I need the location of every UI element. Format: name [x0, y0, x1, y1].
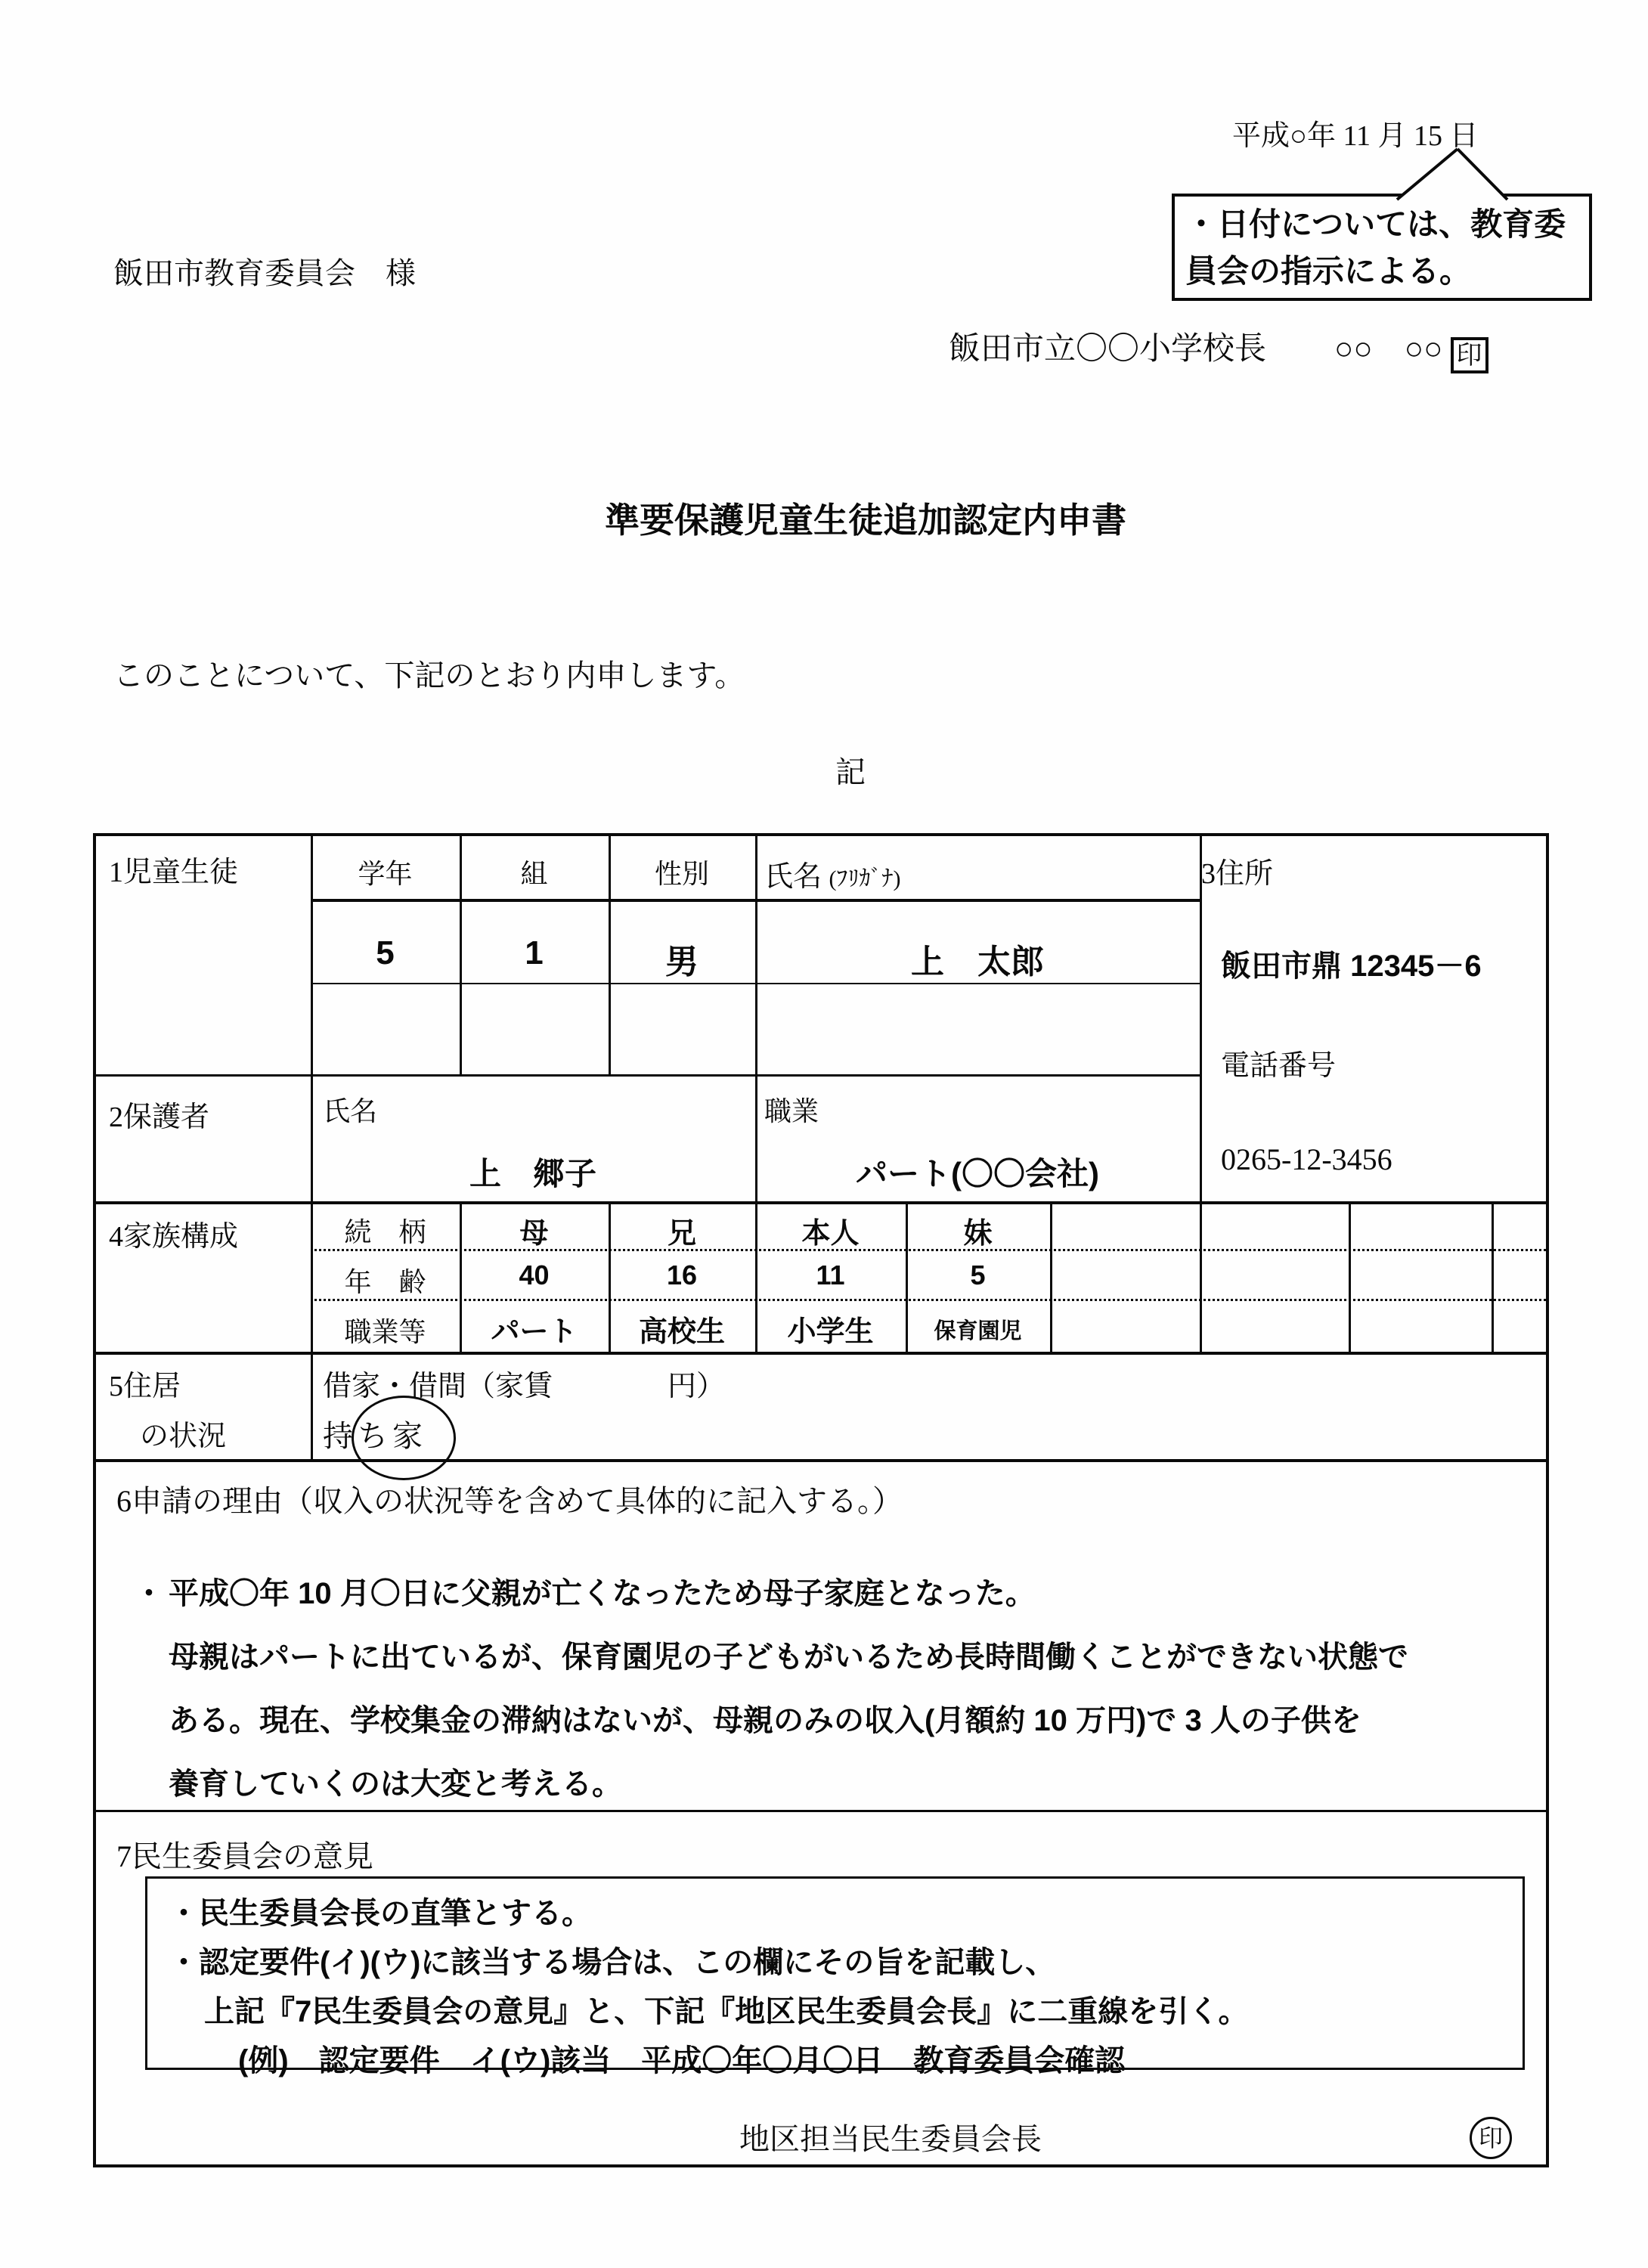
- family-section-label: 4家族構成: [109, 1221, 239, 1253]
- name-header-text: 氏名: [764, 861, 822, 893]
- relation-cell: 妹: [963, 1218, 993, 1250]
- class-header: 組: [520, 859, 548, 889]
- school-name: 飯田市立〇〇小学校長: [949, 332, 1267, 367]
- dotted-line: [311, 1299, 1546, 1301]
- class-value: 1: [525, 934, 544, 971]
- date-line: 平成○年 11 月 15 日: [1232, 120, 1479, 152]
- callout-line1: ・日付については、教育委: [1185, 206, 1566, 242]
- committee-note: (例) 認定要件 イ(ウ)該当 平成〇年〇月〇日 教育委員会確認: [238, 2044, 1126, 2077]
- housing-label-line2: の状況: [140, 1421, 227, 1452]
- housing-option-rented: 借家・借間（家賃 円）: [323, 1371, 726, 1402]
- reason-line: 平成〇年 10 月〇日に父親が亡くなったため母子家庭となった。: [169, 1577, 1036, 1610]
- ki-heading: 記: [835, 755, 866, 789]
- grid-line: [96, 1201, 1546, 1204]
- grid-line: [311, 836, 313, 1459]
- guardian-job-label: 職業: [764, 1096, 819, 1126]
- grade-header: 学年: [358, 859, 413, 889]
- age-cell: 5: [970, 1259, 986, 1290]
- housing-option-owned: 持ち家: [323, 1419, 427, 1453]
- guardian-job-value: パート(〇〇会社): [856, 1156, 1099, 1191]
- callout-pointer: [1388, 147, 1512, 201]
- age-cell: 11: [816, 1259, 845, 1290]
- job-row-label: 職業等: [344, 1317, 426, 1347]
- grid-line: [1492, 1201, 1494, 1352]
- age-row-label: 年 齢: [344, 1267, 426, 1297]
- job-cell: 保育園児: [934, 1319, 1022, 1343]
- committee-note: 上記『7民生委員会の意見』と、下記『地区民生委員会長』に二重線を引く。: [204, 1995, 1249, 2028]
- grid-line: [96, 1459, 1546, 1462]
- grid-line: [1349, 1201, 1351, 1352]
- job-cell: パート: [491, 1316, 578, 1348]
- grid-line: [1050, 1201, 1052, 1352]
- guardian-name-label: 氏名: [323, 1096, 378, 1126]
- relation-cell: 本人: [801, 1218, 860, 1250]
- address-value: 飯田市鼎 12345－6: [1221, 950, 1482, 983]
- recipient-line: 飯田市教育委員会 様: [113, 256, 416, 290]
- student-name-value: 上 太郎: [911, 943, 1044, 981]
- relation-cell: 母: [519, 1218, 549, 1250]
- relation-cell: 兄: [667, 1218, 696, 1250]
- committee-note-box: [145, 1876, 1525, 2077]
- student-section-label: 1児童生徒: [109, 857, 239, 888]
- form-table: [93, 833, 1549, 2167]
- grid-line: [96, 1352, 1546, 1355]
- job-cell: 高校生: [638, 1316, 725, 1348]
- age-cell: 40: [519, 1259, 550, 1290]
- job-cell: 小学生: [787, 1316, 874, 1348]
- committee-signer: 地区担当民生委員会長: [739, 2122, 1042, 2156]
- phone-label: 電話番号: [1221, 1050, 1337, 1082]
- grid-line: [311, 983, 1200, 984]
- reason-line: 母親はパートに出ているが、保育園児の子どもがいるため長時間働くことができない状態で: [169, 1641, 1408, 1674]
- committee-header: 7民生委員会の意見: [116, 1839, 373, 1873]
- housing-label-line1: 5住居: [109, 1371, 181, 1402]
- committee-note: ・民生委員会長の直筆とする。: [169, 1897, 592, 1930]
- grid-line: [96, 1074, 1200, 1077]
- reason-line: 養育していくのは大変と考える。: [169, 1768, 622, 1801]
- address-section-label: 3住所: [1201, 858, 1274, 890]
- grid-line: [311, 899, 1200, 902]
- principal-line: [949, 324, 1488, 373]
- phone-value: 0265-12-3456: [1221, 1142, 1392, 1176]
- reason-header: 6申請の理由（収入の状況等を含めて具体的に記入する。）: [116, 1484, 903, 1518]
- reason-bullet: ・: [134, 1577, 164, 1610]
- guardian-section-label: 2保護者: [109, 1101, 210, 1133]
- name-header: [764, 853, 901, 894]
- principal-name: ○○ ○○: [1334, 332, 1443, 367]
- reason-line: ある。現在、学校集金の滞納はないが、母親のみの収入(月額約 10 万円)で 3 人の子供を: [169, 1704, 1361, 1737]
- grade-value: 5: [376, 934, 395, 971]
- committee-note: ・認定要件(イ)(ウ)に該当する場合は、この欄にその旨を記載し、: [169, 1946, 1056, 1979]
- page-title: 準要保護児童生徒追加認定内申書: [605, 500, 1126, 540]
- age-cell: 16: [666, 1259, 698, 1290]
- intro-line: このことについて、下記のとおり内申します。: [113, 658, 745, 692]
- guardian-name-value: 上 郷子: [469, 1156, 596, 1191]
- name-kana-hint: (ﾌﾘｶﾞﾅ): [829, 866, 901, 891]
- principal-seal-box: 印: [1451, 337, 1488, 373]
- sex-header: 性別: [654, 859, 709, 889]
- grid-line: [96, 1810, 1546, 1812]
- selection-circle: [352, 1396, 456, 1480]
- grid-line: [1200, 836, 1202, 1352]
- sex-value: 男: [665, 943, 699, 981]
- callout-line2: 員会の指示による。: [1185, 253, 1472, 289]
- callout-note: [1172, 194, 1592, 301]
- relation-row-label: 続 柄: [344, 1217, 426, 1247]
- committee-seal: 印: [1470, 2117, 1512, 2159]
